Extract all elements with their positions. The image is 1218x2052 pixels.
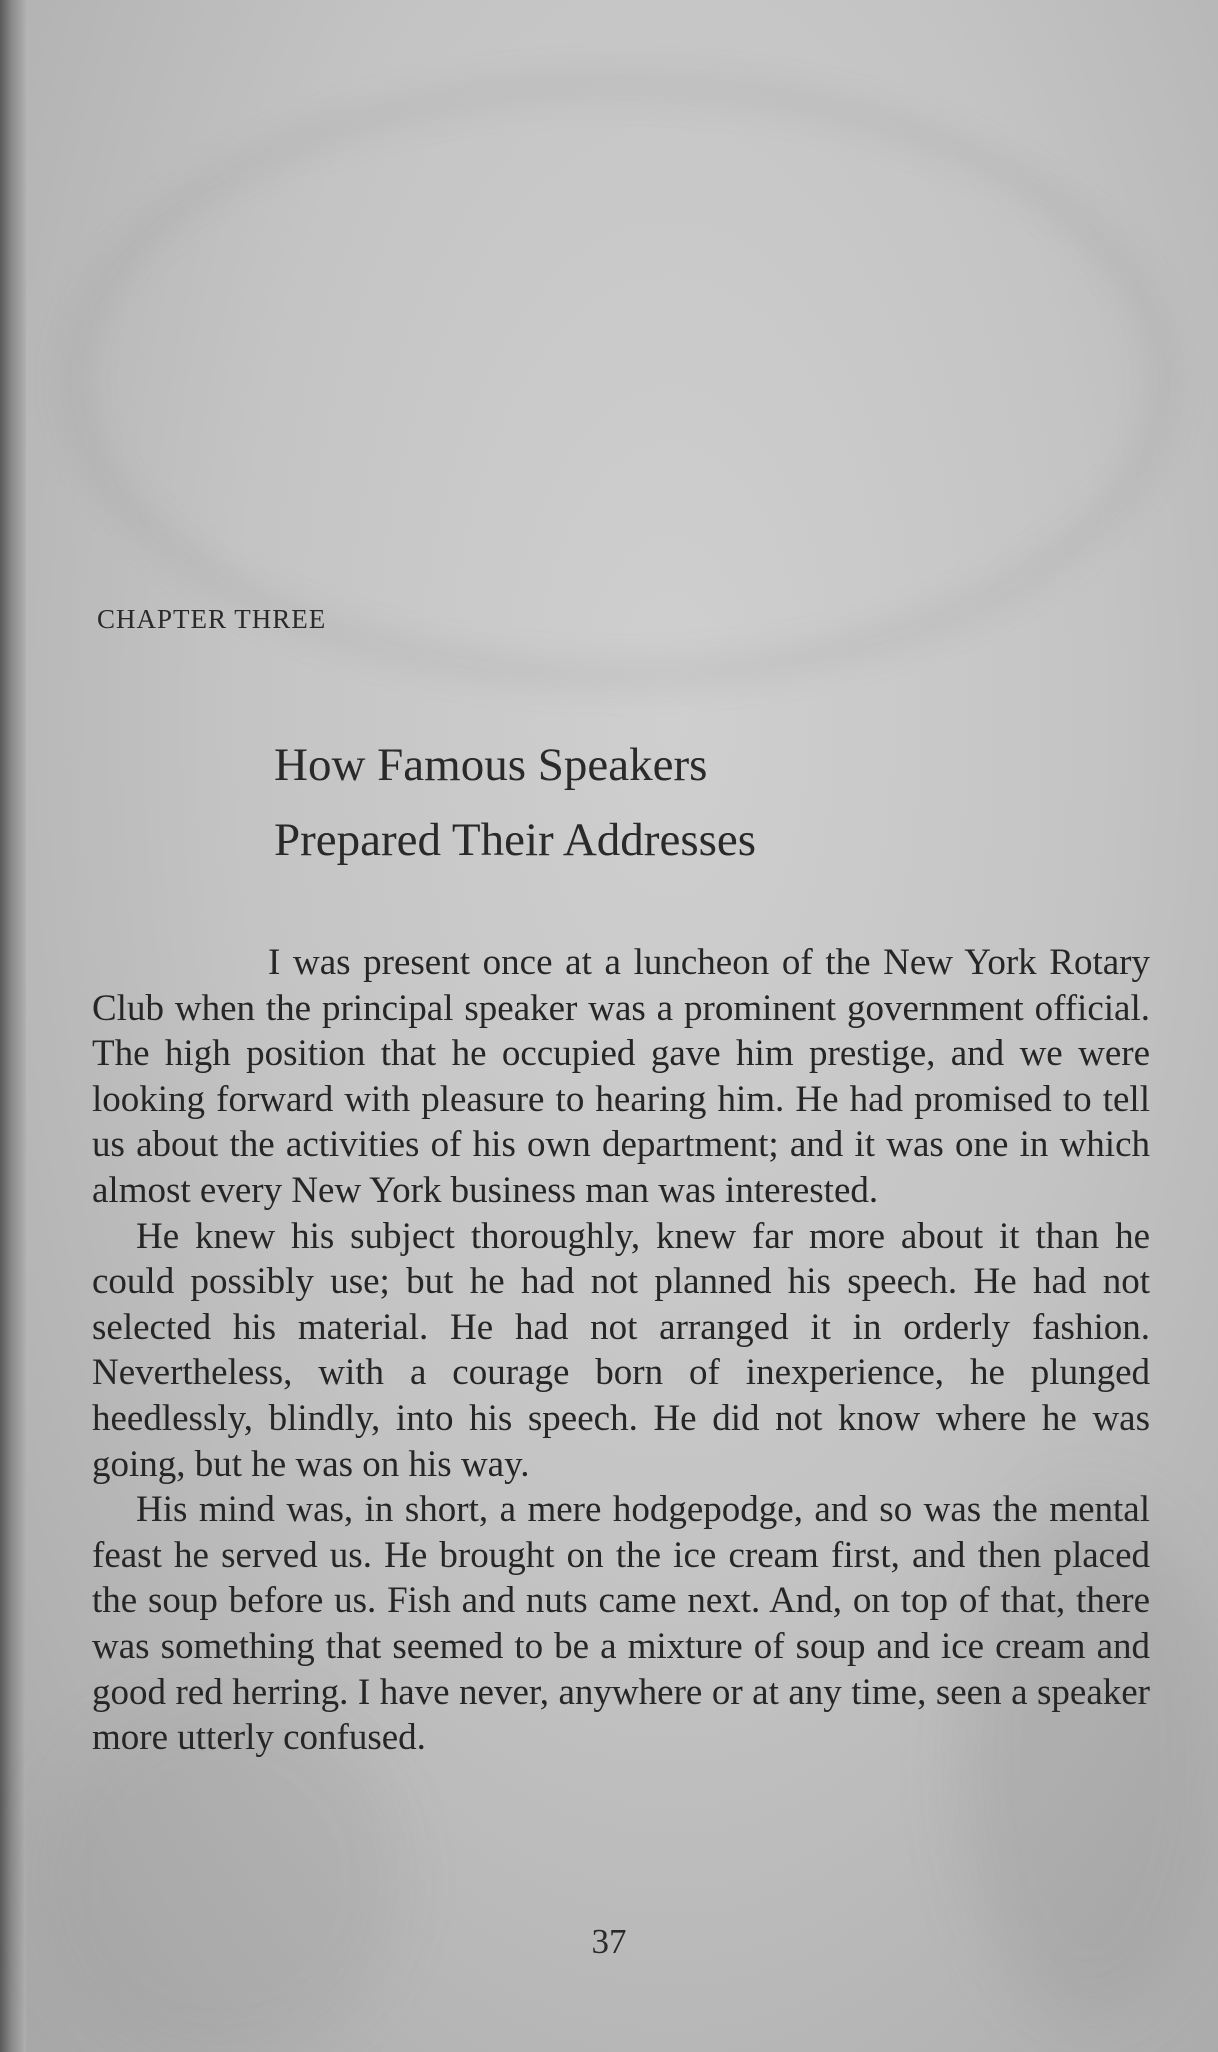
paragraph-3: His mind was, in short, a mere hodgepodge, and so was the mental feast he served us. He brought on the ice cream first, and then placed the soup before us. Fish and nuts came next. And, on top of that, there was something that seemed to be a mixture of soup and ice cream and good red herring. I have never, anywhere or at any time, seen a speaker more utterly confused. bbox=[92, 1489, 1150, 1759]
body-text bbox=[92, 940, 1150, 1761]
page-number: 37 bbox=[591, 1922, 627, 1961]
chapter-title-line-1: How Famous Speakers bbox=[274, 739, 708, 791]
paragraph-1: I was present once at a luncheon of the New York Rotary Club when the principal speaker was a prominent government official. The high position that he occupied gave him prestige, and we were looking forward with pleasure to hearing him. He had promised to tell us about the activities of his own department; and it was one in which almost every New York business man was interested. bbox=[92, 942, 1150, 1211]
paragraph-2: He knew his subject thoroughly, knew far more about it than he could possibly use; but he had not planned his speech. He had not selected his material. He had not arranged it in orderly fashion. Nevertheless, with a courage born of inexperience, he plunged heedlessly, blindly, into his speech. He did not know where he was going, but he was on his way. bbox=[92, 1215, 1150, 1485]
chapter-title-line-2: Prepared Their Addresses bbox=[274, 814, 757, 866]
binding-edge bbox=[0, 0, 26, 2052]
chapter-label: CHAPTER THREE bbox=[97, 604, 327, 634]
page-stain bbox=[60, 70, 1180, 690]
chapter-title bbox=[274, 728, 756, 878]
